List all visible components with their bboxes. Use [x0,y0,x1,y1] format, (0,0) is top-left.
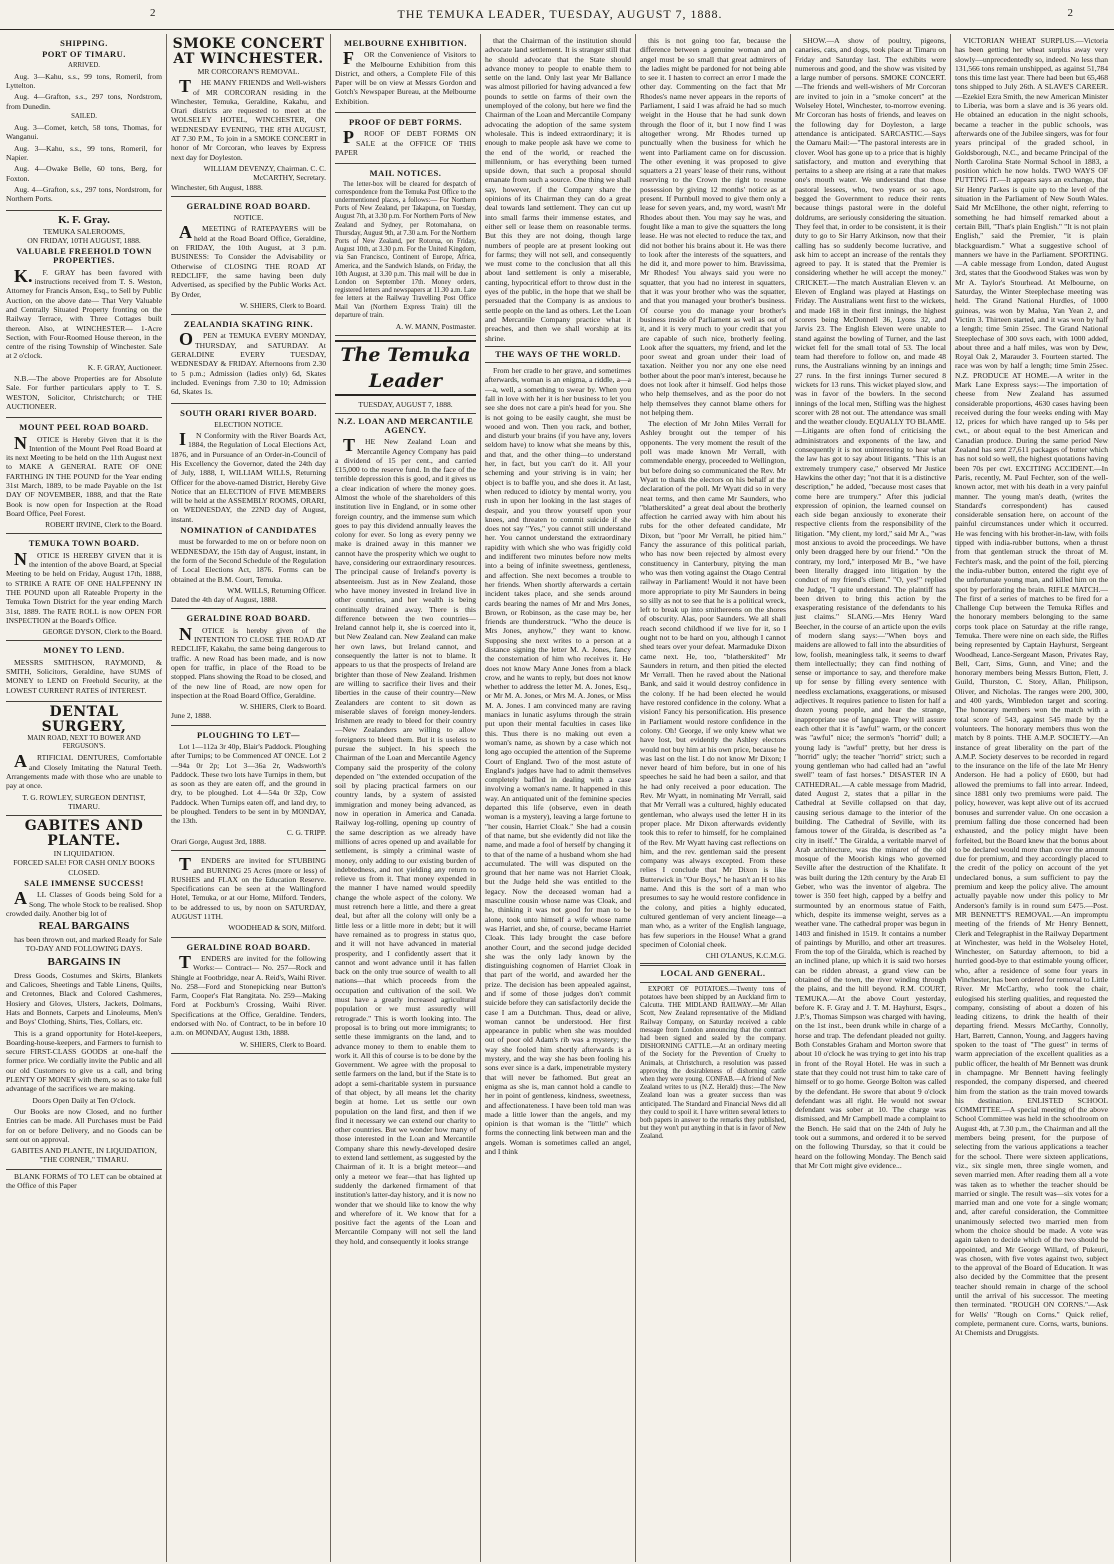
column-7 [950,34,1112,1562]
masthead [0,0,1114,30]
gray-title: VALUABLE FREEHOLD TOWN PROPERTIES. [16,246,152,266]
grb3-signature: W. SHIERS, Clerk to Board. [239,1039,326,1049]
gray-date: ON FRIDAY, 10TH AUGUST, 1888. [27,235,141,245]
sailing-line: Aug. 4—Grafton, s.s., 297 tons, Nordstrom, for Northern Ports. [6,184,162,204]
sailing-line: Aug. 3—Comet, ketch, 58 tons, Thomas, for Wanganui. [6,123,162,142]
sailing-line: Aug. 4—Owake Belle, 60 tons, Berg, for Foxton. [6,164,162,183]
grb-notice: NOTICE. [233,213,264,223]
ways-of-world-heading: THE WAYS OF THE WORLD. [495,348,621,359]
grb2-heading: GERALDINE ROAD BOARD. [186,613,311,624]
divider [485,346,631,347]
gabites-liquidation: IN LIQUIDATION. [53,849,115,859]
mount-peel-road-board-notice [6,418,162,534]
local-general-body: EXPORT OF POTATOES.—Twenty tons of potatoes have been shipped by an Auckland firm to Calcutta. THE MIDLAND RAILWAY.—Mr Allan Scott, New Zealand representative of the Midland Railway Company, on Saturday received a cable message from London announcing that the contract had been signed and sealed by the company. DISHORNING CATTLE.—At an ordinary meeting of the Society for the Prevention of Cruelty to Animals, at Christchurch, a resolution was passed approving the desirableness of dishorning cattle when they were young. CONFAB.—A friend of New Zealand writes to us (N.Z. Herald) thus:—The New Zealand loan was a greater success than was anticipated. The Standard and Financial News did all they could to spoil it. I have written several letters to both papers in answer to the remarks they published, but they won't put anything in that is in favor of New Zealand. [640,985,786,1141]
gabites-body-4: This is a grand opportunity for Hotel-keepers, Boarding-house-keepers, and Farmers to furnish to secure FIRST-CLASS GOODS at one-half the former price. We cordially invite the Public and all our old Customers to give us a call, and bring PLENTY OF MONEY with them, so as to take full advantage of the sacrifices we are making. [6,1028,162,1094]
sorb-subheading: ELECTION NOTICE. [214,419,283,429]
gray-auction-ad [6,211,162,419]
smoke-signature: WILLIAM DEVENZY, Chairman. C. C. McCARTHY, Secretary. [203,163,326,183]
gabites-forced-sale: FORCED SALE! FOR CASH ONLY BOOKS CLOSED. [13,858,155,877]
mtl-heading: MONEY TO LEND. [43,645,125,656]
mpr-body: NOTICE is Hereby Given that it is the Intention of the Mount Peel Road Board at its next Meeting to be held on the 11th August next to MAKE A GENERAL RATE OF ONE FARTHING IN THE POUND for the Year ending 31st March, 1889, to be made Payable on the 1st DAY OF NOVEMBER, 1888, and that the Rate Book is now open for Inspection at the Road Board Office, Peel Forest. [6,432,162,518]
gray-heading: K. F. Gray. [58,213,110,226]
gray-subheading: TEMUKA SALEROOMS, [43,226,125,236]
arrival-line: Aug. 3—Kahu, s.s., 99 tons, Romeril, from Lyttelton. [6,71,162,91]
grb-body: AMEETING of RATEPAYERS will be held at the Road Board Office, Geraldine, on FRIDAY, the 10th August, at 3 p.m. BUSINESS: To Consider the Advisability or Otherwise of CLOSING THE ROAD AT REDCLIFF, the same having been duly Advertised, as specified by the Public Works Act. By Order, [171,222,326,299]
ttb-signature: GEORGE DYSON, Clerk to the Board. [42,627,162,637]
plough-heading: PLOUGHING TO LET— [196,729,301,740]
nomination-signature: WM. WILLS, Returning Officer. [227,585,326,595]
mtl-body: MESSRS SMITHSON, RAYMOND, & SMITH, Solicitors, Geraldine, have SUMS of MONEY to LEND on Freehold Security, at the LOWEST CURRENT RATES of INTEREST. [6,657,162,695]
grb3-heading: GERALDINE ROAD BOARD. [186,941,311,952]
geraldine-tenders-notice [171,938,326,1054]
blank-forms-notice: BLANK FORMS of TO LET can be obtained at the Office of this Paper [6,1171,162,1191]
dental-surgery-ad [6,702,162,816]
gray-signature: K. F. GRAY, Auctioneer. [87,362,162,372]
local-news-body-continued: VICTORIAN WHEAT SURPLUS.—Victoria has been getting her wheat surplus away very slowly—unprecedentedly so, indeed. No less than 131,566 tons remain unshipped, as against 51,784 tons this time last year. There had been but 65,468 tons shipped to July 26th. A SLAVE'S CAREER.—Ezekiel Ezra Smith, the new American Minister to Liberia, was born a slave and is 36 years old. He obtained an education in the night schools, became a teacher in the public schools, was afterwards one of the Jubilee singers, was for four years principal of the graded school, in Goldsborough, N.C., and became Principal of the North Carolina State Normal School in 1883, a position which he now holds. TWO WAYS OF PUTTING IT.—It appears says an exchange, that Sir Henry Parkes is quite up to the level of the situation in the Parliament of New South Wales. Said Mr McElhone, the other night, referring to something he had himself remarked about a certain Bill, "That's plain English." "It is not plain English," said the Premier, "it is plain blackguardism." What a suggestive school of manners we have in the Parliament. SPORTING.—A cable message from London, dated August 3rd, states that the Goodwood Stakes was won by Mr A. Taylor's Stourhead. At Melbourne, on Saturday, the Winter Steeplechase meeting was held. The Grand National Hurdles, of 1000 guineas, was won by Malua, Yan Yean 2, and Victim 3. Thirteen started, and it was won by half a length; time 5min 25sec. The Grand National Steeplechase of 300 sovs each, with 1000 added, about three and a half miles, was won by Dew, Royal Oak 2, Marauder 3. Fourteen started. The race was won by half a length; time 5min 25sec. N.Z. PRODUCE AT HOME.—A writer in the Mark Lane Express says:—The importation of cheese from New Zealand has assumed considerable proportions, 4630 cases having been received during the four weeks ending with May 12, prices for which have ranged up to 54s per cwt., or about equal to the best American and Canadian produce. During the same period New Zealand has sent 27,611 packages of butter which has not sold so well, the highest quotations having been 70s per cwt. EXCITING ACCIDENT.—In Paris, recently, M. Paul Fechter, son of the well-known actor, met with his death in a very painful manner. The young man's death, (writes the Standard's correspondent) has caused considerable sensation here, on account of the painful circumstances under which it occurred. He was fencing with his brother-in-law, with foils tipped with india-rubber buttons, when a thrust from that gentleman struck the throat of M. Fechter's mask, and the point of the foil, piercing the india-rubber button, entered the right eye of the unfortunate young man, and killed him on the spot by perforating the brain. RIFLE MATCH.—The first of a series of matches to be fired for a Challenge Cup between the Temuka Rifles and the honorary members belonging to the same corps took place on Saturday at the rifle range, Temuka. There were nine on each side, the Rifles being represented by Captain Hayhurst, Sergeant Woodhead, Lance-Sergeant Mason, Privates Ray, Bell, Carr, Sims, Gunn, and Vine; and the honorary members being Messrs Button, Flett, J. Guild, Thurston, C. Story, Allan, Philipson, Oliver, and Nicholas. The ranges were 200, 300, and 400 yards, Wimbledon target and scoring. The honorary members won the match with a total score of 543, against 545 made by the volunteers. The honorary members thus won the match by 8 points. THE A.M.P. SOCIETY.—An instance of great liberality on the part of the A.M.P. Society deserves to be recorded in regard to the insurance on the life of the late Mr Henry Anderson. He had a policy of £600, but had allowed the premiums to fall into arrear. Indeed, since 1881 only two premiums were paid. The policy, however, was kept alive out of its accrued bonuses and surrender value. On one occasion a premium falling due those concerned had been exhausted, and the policy might have been forfeited, but the Board knew that the bonus about to be declared would more than cover the amount due for premium, and they accordingly placed to the credit of the policy on account of the yet undeclared bonus, a sum sufficient to pay the premium and keep the policy alive. The amount actually payable now under this policy to Mr Anderson's family is in round sum £475.—Post. MR BENNETT'S REMOVAL.—An impromptu meeting of the friends of Mr Henry Bennett, Clerk and Telegraphist in the Railway Department at Winchester, was held in the Wolseley Hotel, Winchester, on Saturday afternoon, to bid a hurried good-bye to that estimable young officer, who, after a residence of some four years in Winchester, has been ordered for removal to Little River. Mr McCarthy, who took the chair, eulogised his sterling qualities, and requested the company, consisting of about a dozen of his leading citizens, to drink the health of their departing friend. Messrs McCarthy, Connolly, Hart, Barrett, Cannon, Young, and Jaggers having spoken to the toast of "The guest" in terms of warm appreciation of the excellent qualities as a public officer, the health of Mr Bennett was drunk in champagne. Mr Bennett having feelingly responded, the company dispersed, and cheered him from the station as the train moved towards his destination. ENLISTED SCHOOL COMMITTEE.—A special meeting of the above School Committee was held in the schoolroom on August 4th, at 7.30 p.m., the Chairman and all the members being present, for the purpose of selecting from the various applications a teacher for the school. There were sixteen applications, viz., six single men, three single women, and seven married men. After reading them all a vote was taken as to whether the teacher should be married or single. The result was—six votes for a married man and one vote for a single woman; and, after careful consideration, the Committee unanimously selected two married men from whom the choice should be made. A vote was again taken to decide which of the two should be appointed, and Mr George Willard, of Pukeuri, was chosen, with five votes against two, subject to the approval of the Board of Education. It was also decided by the Committee that the present teacher should remain in charge of the school until the arrival of his successor. The meeting then terminated. "ROUGH ON CORNS."—Ask for Wells' "Rough on Corns." Quick relief, complete, permanent cure. Corns, warts, bunions. At Chemists and Druggists. [955,36,1108,1338]
smoke-date: Winchester, 6th August, 1888. [171,182,263,192]
editorial-continuation: that the Chairman of the institution should advocate land settlement. It is stranger still that he should advocate that the State should advance money to people to enable them to settle on the land. Only last year Mr Ballance was almost pilloried for having advanced a few pounds to settle on farms of their own the unemployed of the colony, but here we find the Chairman of the Loan and Mercantile Company advocating the adoption of the same system wholesale. This is indeed extraordinary; it is enough to make people ask have we come to the end of the world, or reached the millennium, or has everything been turned upside down, that such a proposal should emanate from such a source. One thing we shall say, however, if the Company share the opinions of its Chairman they can do a great deal towards land settlement. They can cut up into small farms their immense estates, and either sell or lease them on reasonable terms. But this they are not doing, though large numbers of people are at present looking out for farms; they will not sell, and consequently we must come to the conclusion that all this about land settlement is only a miserable, canting, hypocritical effort to throw dust in the eyes of the public, in the hope that we shall be persuaded that the Company is as anxious to settle people on the land as others. Let the Loan and Mercantile Company practice what it preaches, and then we shall worship at its shrine. [485,36,631,343]
ways-of-world-body: From her cradle to her grave, and sometimes afterwards, woman is an enigma, a riddle, a—a—a, well, a something to swear by. When you fall in love with her it is her business to let you see she does not care a pin's head for you. She is not going to be easily caught, she must be wooed and won. Then you rack, and bother, and disturb your brains (if you have any, lovers seldom have) to know what she means by this, and that, and the other thing—to understand her, in fact, but you can't do it. All your scheming and your striving is in vain; her object is to baffle you, and she does it. At last, when reduced to idiotcy by mental worry, you rush in upon her looking in the last stages of despair, and you throw yourself upon your knees, and threaten to commit suicide if she does not say "Yes," you cannot still understand her. You cannot understand the extraordinary rapidity with which she who was frigidly cold and indifferent two minutes before now melts into a being of infinite sweetness, gentleness, and affection. She next becomes a trouble to her friends. When shortly afterwards a certain incident takes place, and she sends around cards bearing the names of Mr and Mrs Jones, Brown, or Robinson, as the case may be, her friends are thunderstruck. "Who the deuce is Mrs Jones, anyhow," they want to know. Supposing she next writes to a person at a distance signing the letter M. A. Jones, fancy the consternation of him who receives it. He does not know Mary Anne Jones from a black crow, and he wants to reply, but does not know whether to address the letter M. A. Jones, Esq., or Mr M. A. Jones, or Mrs M. A. Jones, or Miss M. A. Jones. I am convinced many are raving maniacs in lunatic asylums through the strain put upon their mental faculties in cases like this. Thus there is no making out even a woman's name, as shown by a case which not long ago occupied the attention of the Supreme Court of England. Two of the most astute of England's judges have had to admit themselves completely baffled in dealing with a case involving a woman's name. It happened in this way. An antiquated unit of the feminine species departed this life (observe, even in death woman is a mystery), leaving a large fortune to "her cousin, Harriet Cloak." She had a cousin of that name, but she evidently did not like the name, and made a fool of herself by changing it to that of the name of a husband whom she had accumulated. The will was disputed on the ground that her name was not Harriet Cloak, but the Judge held she was entitled to the legacy. Now the deceased woman had a masculine cousin whose name was Cloak, and he, thinking it was not good for man to be alone, took unto himself a wife whose name was Harriet, and she, of course, became Harriet Cloak. This lady brought the case before another Court, and the second judge decided she was the only lady known by the distinguishing cognomen of Harriet Cloak in that part of the world, and awarded her the prize. The decision has been appealed against, and if some of those judges don't commit suicide before they can satisfactorily decide the case I am a Dutchman. Thus, dead or alive, woman cannot be understood. Her first appearance in public when she was moulded out of poor old Adam's rib was a mystery; the way she fooled him shortly afterwards is a mystery, and the way she has been fooling his sons ever since is a dark, impenetrable mystery that will never be fathomed. But great an enigma as she is, man cannot hold a candle to her in point of gentleness, kindness, sweetness, and affectionateness. I have been told man was made a little lower than the angels, and my opinion is that woman is the "little" which forms the connecting link between man and the angels. Woman is sometimes called an angel, and I think [485,366,631,1157]
arrival-line: Aug. 4—Grafton, s.s., 297 tons, Nordstrom, from Dunedin. [6,92,162,111]
gabites-plante-ad [6,816,162,1170]
mail-heading: MAIL NOTICES. [369,168,442,179]
mail-signature: A. W. MANN, Postmaster. [395,322,476,332]
port-heading: PORT OF TIMARU. [42,49,126,60]
gabites-heading: GABITES AND PLANTE. [24,818,144,850]
dental-signature: T. G. ROWLEY, SURGEON DENTIST, TIMARU. [22,792,146,811]
zealandia-skating-rink-ad [171,315,326,403]
divider [640,982,786,983]
gabites-body-2: has been thrown out, and marked Ready for Sale TO-DAY AND FOLLOWING DAYS. [14,935,162,954]
proof-heading: PROOF OF DEBT FORMS. [348,117,463,128]
geraldine-road-closure-notice [171,609,326,725]
gabites-real-bargains: REAL BARGAINS [38,920,130,933]
zsr-heading: ZEALANDIA SKATING RINK. [183,319,314,330]
divider [485,362,631,363]
gray-body: K.F. GRAY has been favored with instructions received from T. S. Weston, Attorney for Francis Anson, Esq., to Sell by Public Auction, on the above date— That Very Valuable and Centrally Situated Property fronting on the Railway Terrace, with Three Cottages built thereon. Also, at WINCHESTER— 1-Acre Section, with Four-Roomed House thereon, in the centre of the rising Township of Winchester. Sale at 2 o'clock. [6,265,162,361]
tenders-body: TENDERS are invited for STUBBING and BURNING 25 Acres (more or less) of RUSHES and FLAX on the Education Reserve. Specifications can be seen at the Wallingford Hotel, Temuka, or at our Home, Milford. Tenders, to be addressed to us, by noon on SATURDAY, AUGUST 11TH. [171,854,326,922]
smoke-concert-ad [171,34,326,197]
sorb-body: IN Conformity with the River Boards Act, 1884, the Regulation of Local Elections Act, 1876, and in Pursuance of an Order-in-Council of His Excellency the Governor, dated the 24th day of July, 1888, I, WILLIAM WILLS, Returning Officer for the above-named District, Hereby Give Notice that an ELECTION of FIVE MEMBERS will be held at the ASSEMBLY ROOMS, ORARI, on WEDNESDAY, the 22ND day of August, instant. [171,429,326,524]
sorb-heading: SOUTH ORARI RIVER BOARD. [180,407,317,418]
ttb-heading: TEMUKA TOWN BOARD. [28,538,140,549]
column-5 [635,34,790,1562]
nomination-date: Dated the 4th day of August, 1888. [171,595,278,605]
ways-continuation-2: The election of Mr John Miles Verrall for Ashley brought out the temper of his opponents. The very moment the result of the poll was made known Mr Verrall, with commendable energy, proceeded to Wellington, but before doing so communicated the Rev. Mr Wyatt to thank the electors on his behalf at the declaration of the poll. Mr Wyatt did so in very neat terms, and then came Mr Saunders, who "blatherskited" a great deal about the brotherly affection he carried away with him about his rubs for the other defeated candidate, Mr Dixon, but "poor Mr Verrall, he pitied him." Fancy the assurance of this political pariah, who has now been rejected by almost every constituency in Canterbury, pitying the man who was then voting against the Otago Central railway in Parliament! Would it not have been more appropriate to pity Mr Saunders in being so silly as not to see that he is a political wreck, left to break up into smithereens on the shores of obscurity. Alas, poor Saunders. We all shall reach second childhood if we live for it, so I ought not to be hard on you, although I cannot shed tears over your defeat. Marmaduke Dixon came next. He, too, "blatherskited" Mr Saunders in return, and then pitied the elected Mr Verrall. Then he raved about the National Bank, and said it would destroy confidence in the colony. If he had been elected he would have restored confidence in the colony. What a vision! Fancy his personification. His presence in Parliament would restore confidence in the colony. Oh! George, if we only knew what we have lost, but evidently the Ashley electors would not buy him at his own price, because he was last on the list. I do not know Mr Dixon; I never heard of him before, but in one of his speeches he said he had been a sailor, and that he had only received a poor education. The Rev. Mr Wyatt, in nominating Mr Verrall, said that Mr Verrall was a cultured, highly educated gentleman, who always used the letter H in its proper place. Mr Dixon afterwards evidently took this to refer to himself, for he complained of the Rev. Mr Wyatt having cast reflections on him, and the rev. gentleman said the present company was always excepted. From these relies I conclude that Mr Dixon is like Butterwick in "Our Boys," he hasn't an H to his name. And this is the sort of a man who presumes to say he would restore confidence in the colony, and pities a highly educated, cultured gentleman of very ancient lineage—a man who, as a writer of the English language, has few superiors in the House! What a grand specimen of Colonial cheek. [640,419,786,949]
local-news-body: SHOW.—A show of poultry, pigeons, canaries, cats, and dogs, took place at Timaru on Friday and Saturday last. The exhibits were numerous and good, and the show was visited by a large number of persons. SMOKE CONCERT.—The friends and well-wishers of Mr Corcoran are invited to join in a "smoke concert" at the Wolseley Hotel, Winchester, to-morrow evening. Mr Corcoran has hosts of friends, and leaves on the following day for Doyleston, a large attendance is anticipated. SARCASTIC.—Says the Oamaru Mail:—"The pastoral interests are in clover. Wool has gone up to a price that is highly satisfactory, and mutton and everything that pertains to a sheep are rising at a rate that makes one's mouth water. We understand that those pastoral lessees, who, two years or so ago, begged the Government to reduce their rents because things pastoral were in the doleful doldrums, are seriously considering the situation. They feel that, in order to be consistent, it is their duty to go to Sir Harry Atkinson, now that their calling has so suddenly become lucrative, and ask him to accept an increase of the rentals they agreed to pay. It is stated that the Premier is considering whether he will accept the money." CRICKET.—The match Australian Eleven v. an Eleven of England was played at Hastings on Friday. The Australians went first to the wickets, and made 168 in their first innings, the highest scorers being McDonnell 36, Lyons 32, and Jarvis 23. The English Eleven were unable to stand against the bowling of Turner, and the last wicket fell for the small total of 53. The local team had therefore to follow on, and made 48 runs, the Australians winning by an innings and 27 runs. In the first innings Turner secured 8 wickets for 13 runs. This wicket played slow, and was in favor of the bowlers. In the second innings of the local men, Stifling was the highest scorer with 28 not out. The attendance was small and the weather cloudy. EQUALLY TO BLAME.—Litigants are often fond of criticising the administrators and exponents of the law, and consequently it is not uninteresting to hear what the law has got to say about litigants. "This is an extremely trumpery case," observed Mr Justice Hawkins the other day; "not that it is a distinctive description," he added, "because most cases that come here are trumpery." After this judicial expression of opinion, the learned counsel on each side began anxiously to exonerate their respective clients from the responsibility of the litigation. "My client, my lord," said Mr A., "was most anxious to avoid the proceedings. We have only been dragged here by our friend." "On the contrary, my lord," interposed Mr B., "we have been literally dragged into litigation by the conduct of my friend's client." "O, yes!" replied the Judge, "I quite understand. The plaintiff has been driven to bring this action by the exasperating resistance of the defendants to his just claims." SLANG.—Mrs Henry Ward Beecher, in the course of an article upon the evils of modern slang says:—"When boys and maidens are allowed to fall into the absurdities of low, foolish, meaningless talk, it seems to dwarf them intellectually; they can find nothing of sense or importance to say, and therefore make up for sense by filling every sentence with needless exclamations, exaggerations, or misused adjectives. It requires patience to listen for half a dozen young people, and hear the strange, inappropriate use of language. They will assure each other that it is "awful" warm, or the concert was "awful" nice; the sermon's "horrid" dull; a young lady is "awful" pretty, but her dress is "horrid" ugly; the teacher "horrid" strict; such a young gentleman who had called had an "awful swell" team of fast horses." DISASTER IN A CATHEDRAL.—A cable message from Madrid, dated August 2, states that a pillar in the Cathedral at Seville collapsed on that day, causing serious damage to the interior of the building. The Cathedral of Seville, with its famous tower of the Giralda, is described as "a city in itself." The Giralda, a veritable marvel of Arab architecture, was the minaret of the old mosque of the Moorish kings who governed Seville after the destruction of the Khalifate. It was built during the 12th century by the Arab El Geber, who was the inventor of algebra. The tower is 350 feet high, capped by a belfry and surmounted by an enormous statue of Faith, which, despite its immense weight, serves as a weather vane. The cathedral proper was begun in 1403 and finished in 1519. It contains a number of paintings by Murillo, and other art treasures. From the top of the Giralda, which is reached by an inclined plane, up which it is said two horses can be ridden abreast, a grand view can be obtained of the town, the river winding through the plains, and the hill beyond. R.M. COURT, TEMUKA.—At the above Court yesterday, before K. F. Gray and J. T. M. Hayhurst, Esqrs., J.P.'s, Thomas Simpson was charged with having, on the 1st inst., been drunk while in charge of a horse and trap. The defendant pleaded not guilty. Both Constables Graham and Morton swore that about 10 o'clock he was trying to get into his trap in front of the Royal Hotel. He was in such a state that they could not trust him to take care of himself or to go home. George Bolton was called by the defendant. He swore that about 9 o'clock defendant was all right. He would not swear defendant was sober at 10. The charge was dismissed, and Mr Campbell made a complaint to the Bench. He said that on the 24th of July he took out a summons, and ordered it to be served on the following Thursday, so that it could be heard on the following Monday. The Bench said that Mr Cott might give evidence... [795,36,947,1170]
mpr-heading: MOUNT PEEL ROAD BOARD. [19,422,149,433]
column-3 [330,34,480,1562]
grb3-body: TENDERS are invited for the following Works:— Contract— No. 257—Rock and Shingle at Footbridge, near A. Reid's, Waihi River. No. 258—Ford and Stonepicking near Button's Farm, Cooper's Flat Rangitata. No. 259—Making Ford at Pockburn's Crossing, Waihi River. Specifications at the Office, Geraldine. Tenders, endorsed with No. of Contract, to be in before 10 a.m. on MONDAY, August 13th, 1888. [171,951,326,1038]
editorial-dateline: TUESDAY, AUGUST 7, 1888. [358,400,453,410]
mail-notices [335,164,476,336]
grb-signature: W. SHIERS, Clerk to Board. [239,300,326,310]
melbourne-exhibition-notice [335,34,476,113]
smoke-body: THE MANY FRIENDS and Well-wishers of MR CORCORAN residing in the Winchester, Temuka, Geraldine, Kakahu, and Orari districts are requested to meet at the WOLSELEY HOTEL, WINCHESTER, ON WEDNESDAY EVENING, THE 8TH AUGUST, AT 7.30 P.M., To join in a SMOKE CONCERT in honor of Mr Corcoran, who leaves by Express next day for Doyleston. [171,76,326,162]
gabites-body-3: Dress Goods, Costumes and Skirts, Blankets and Calicoes, Sheetings and Table Linens, Quilts, and Cretonnes, Black and Colored Cashmeres, Hosiery and Gloves, Ulsters, Jackets, Dolmans, Hats and Bonnets, Carpets and Linoleums, Men's and Boys' Clothing, Shirts, Ties, Collars, etc. [6,970,162,1027]
dental-body: ARTIFICIAL DENTURES, Comfortable and Closely Imitating the Natural Teeth. Arrangements made with those who are unable to pay at once. [6,751,162,791]
mpr-signature: ROBERT IRVINE, Clerk to the Board. [45,520,162,530]
geraldine-road-board-meeting [171,197,326,315]
gabites-doors-open: Doors Open Daily at Ten O'clock. [32,1095,136,1105]
grb2-signature: W. SHIERS, Clerk to Board. [239,702,326,712]
editorial-body: THE New Zealand Loan and Mercantile Agency Company has paid a dividend of 15 per cent., and carried £15,000 to the reserve fund. In the face of the terrible depression this is good, and it gives us a clear indication of where the money goes. Almost the whole of the shareholders of this institution live in England, or in some other foreign country, and the immense sum which goes to pay this dividend annually leaves the colony for ever. So long as every penny we make is drained away in this manner we cannot have the prosperity which we ought to have, considering our extraordinary resources. The principal cause of Ireland's poverty is absenteeism. Just as in New Zealand, those who have money invested in Ireland live in other countries, and her wealth is being continually drained away. There is this difference between the two countries—Ireland cannot help it, she is coerced into it, but New Zealand can. New Zealand can make her own laws, but Ireland cannot, and consequently the latter is not to blame. It appears to us that the prospects of Ireland are brighter than those of New Zealand. Irishmen are willing to sacrifice their lives and their liberties in the cause of their country—New Zealanders are content to sit down as miserable slaves of foreign money-lenders. Irishmen are ready to bleed for their country—New Zealanders are willing to allow foreigners to bleed them. But it is useless to pursue the subject. In his speech the Chairman of the Loan and Mercantile Agency Company said the prosperity of the colony depended on "the extended occupation of the soil by placing practical farmers on our country lands, by a system of assisted immigration and money being advanced, as now in operation in America and Canada. Railway log-rolling, opening up country of the same description as we already have millions of acres opened up and available for settlement, is simply a criminal waste of money, only adding to our existing burden of indebtedness, and not yielding any return to relieve us from it. That money expended in the manner I have named would speedily change the whole aspect of the colony. We must retrench here a little, and there a great deal, but after all the colony will only be a little less or a little more in debt; but it will have remained as to progress in status quo, and it will not have advanced in material prosperity, and I confidently assert that it cannot and wont advance until it has fallen back on the only true source of wealth to all nations—that which proceeds from the occupation and cultivation of the soil. We must have a greatly increased agricultural population or we must assuredly will retrograde." This is worth looking into. The proposal is to bring out more immigrants; to settle these immigrants on the land, and to advance money to them to enable them to work it. All this of course is to be done by the Government. We agree with the proposal to settle farmers on the land, but if the State is to adopt a semi-charitable system in pursuance of that object, by all means let the charity begin at home. Let us settle our own population on the land first, and then if we find it necessary we can extend our charity to other countries. But we wonder how many of those interested in the Loan and Mercantile Company share this newly-developed desire to extend land settlement, as suggested by the Chairman of it. It is a bright meteor—and only a meteor we fear—that has lighted up suddenly the darkened firmament of that institution's latter-day history, and it is now no wonder that we should like to know the why and wherefore of it. We know that for a positive fact the agents of the Loan and Mercantile Company will not sell the land they hold, and consequently it looks strange [335,435,476,1246]
ways-continuation-1: this is not going too far, because the difference between a genuine woman and an angel must be so small that great admirers of the ladies might be pardoned for not being able to see it. I hasten to correct an error I made the other day. Commenting on the fact that Mr Rhodes's name never appears in the reports of Parliament, I said I was afraid he had so much weight in the House that he had sunk down through the floor of it, but I now find I was altogether wrong. Mr Rhodes turned up punctually when the business for which he went into Parliament came on for discussion. The other evening it was proposed to give squatters a 21 years' lease of their runs, without reserving to the Crown the right to resume possession by giving 12 months' notice as at present. If Purnbull moved to give them only a lease for seven years, and, my word, wasn't Mr Rhodes about then. You may say he was, and fought like a man to give the squatters the long lease. He was not elected to reduce the tax, and did not bother his brains about it. He was there to look after the interests of the squatters, and he did it, and more power to him. Bravissima, Mr Rhodes! You always said you were no squatter, that you had no interest in squatters, that it was your brother who was the squatter, and that you managed your brother's business. Of course you do manage your brother's business inside of Parliament as well as out of it, and it is very much to your credit that you are capable of such nice, brotherly feeling. Look after the squatters, my friend, and let the poor sweat and groan under their load of taxation. Neither you nor any one else need bother about the poor man's interest, because he does not look after it himself. God helps those who help themselves, and as the poor do not help themselves they cannot blame others for not helping them. [640,36,786,417]
plough-date: Orari Gorge, August 3rd, 1888. [171,836,266,846]
gabites-bargains-in: BARGAINS IN [47,955,121,968]
temuka-town-board-notice [6,534,162,641]
gabites-success: SALE IMMENSE SUCCESS! [24,878,144,888]
plough-signature: C. G. TRIPP. [286,827,326,837]
masthead-title: THE TEMUKA LEADER, TUESDAY, AUGUST 7, 1888. [397,7,723,21]
column-4 [480,34,635,1562]
proof-body: PROOF OF DEBT FORMS ON SALE at the OFFICE OF THIS PAPER [335,127,476,157]
zsr-body: OPEN at TEMUKA EVERY MONDAY, THURSDAY, and SATURDAY. At GERALDINE EVERY TUESDAY, WEDNESDAY & FRIDAY. Afternoons from 2.30 to 5 p.m.; Admission (ladies only) 6d, Skates included. Evenings from 7.30 to 10; Admission 6d, Skates 1s. [171,329,326,397]
page-number-right: 2 [1067,7,1074,19]
local-general-heading: LOCAL AND GENERAL. [660,968,766,979]
mail-body: The letter-box will be cleared for despatch of correspondence from the Temuka Post Office to the undermentioned places, a follows:— For Northern Ports of New Zealand, per Takapuna, on Tuesday, August 7th, at 3.30 p.m. For Northern Ports of New Zealand and Sydney, per Rotomahana, on Thursday, August 9th, at 7.30 a.m. For the Northern Ports of New Zealand, per Rotorua, on Friday, August 10th, at 3.30 p.m. For the United Kingdom, via San Francisco, Continent of Europe, Africa, America, and the Sandwich Islands, on Friday, the 10th August, at 3.30 p.m. This mail will be due in London on September 17th. Money orders, registered letters and newspapers at 11.30 a.m. Late fee letters at the Railway Travelling Post Office Mail Van (Northern Express Train) till the departure of train. [335,180,476,319]
grb-heading: GERALDINE ROAD BOARD. [186,200,311,211]
page-number-left: 2 [150,7,157,19]
gabites-body-5: Our Books are now Closed, and no further Entries can be made. All Purchases must be Paid for on or before Delivery, and no Goods can be sent out on approval. [6,1106,162,1144]
grb2-date: June 2, 1888. [171,711,212,721]
shipping-notice [6,34,162,211]
grb2-body: NOTICE is hereby given of the INTENTION TO CLOSE THE ROAD AT REDCLIFF, Kakahu, the same being dangerous to traffic. A new Road has been made, and is now open for traffic, in place of the Road to be stopped. Plans showing the Road to be closed, and of the new line of Road, are now open for inspection at the Road Board Office, Geraldine. [171,623,326,700]
column-6 [790,34,950,1562]
nomination-heading: NOMINATION of CANDIDATES [180,525,317,536]
nomination-body: must be forwarded to me on or before noon on WEDNESDAY, the 15th day of August, instant, in the form of the Second Schedule of the Regulation of Local Elections Act, 1876. Forms can be obtained at the B.M. Court, Temuka. [171,537,326,584]
smoke-heading: SMOKE CONCERT AT WINCHESTER. [172,36,325,67]
newspaper-flag: The Temuka Leader [335,340,476,396]
sailing-line: Aug. 3—Kahu, s.s., 99 tons, Romeril, for Napier. [6,143,162,163]
arrived-heading: ARRIVED. [68,61,100,69]
ploughing-ad [171,726,326,852]
gabites-body-1: ALL Classes of Goods being Sold for a Song. The whole Stock to be realised. Shop crowded daily. Another big lot of [6,888,162,918]
shipping-heading: SHIPPING. [60,38,108,48]
plough-body: Lot 1—112a 3r 40p, Blair's Paddock. Ploughing after Turnips; to be Commenced AT ONCE. Lot 2—94a 0r 2p; Lot 3—36a 2r, Wadsworth's Paddock. These two lots have Turnips in them, but as soon as they are eaten off, and the ground in dry, to be ploughed. Lot 4—54a 0r 32p, Cow Paddock. When Turnips eaten off, and land dry, to be ploughed. Tenders to be sent in by MONDAY, the 13th. [171,742,326,826]
mex-heading: MELBOURNE EXHIBITION. [344,38,467,48]
sailed-heading: SAILED. [71,112,97,120]
ttb-body: NOTICE IS HEREBY GIVEN that it is the intention of the above Board, at Special Meeting to be held on Friday, August 17th, 1888, to STRIKE A RATE OF ONE HALFPENNY IN THE POUND upon all Rateable Property in the Temuka Town District for the year ending March 31st, 1889. The RATE ROLL is now OPEN FOR INSPECTION at the Board's Office. [6,548,162,625]
gabites-signature: GABITES AND PLANTE, IN LIQUIDATION, "THE CORNER," TIMARU. [11,1146,157,1165]
column-1 [2,34,166,1562]
divider [640,963,786,966]
smoke-subheading: MR CORCORAN'S REMOVAL. [197,67,300,76]
gray-nb: N.B.—The above Properties are for Absolute Sale. For further particulars apply to T. S. WESTON, Solicitor, Christchurch; or THE AUCTIONEER. [6,374,162,411]
column-2 [166,34,330,1562]
divider [335,413,476,414]
columnist-signature: CHI O'LANUS, K.C.M.G. [705,951,786,961]
editorial-heading: N.Z. LOAN AND MERCANTILE AGENCY. [337,415,474,435]
dental-subheading: MAIN ROAD, NEXT TO BOWER AND FERGUSON'S. [27,734,141,751]
south-orari-river-board-notice [171,404,326,610]
proof-of-debt-notice [335,113,476,164]
money-to-lend-ad [6,641,162,701]
dental-heading: DENTAL SURGERY, [41,703,127,735]
tenders-signature: WOODHEAD & SON, Milford. [228,923,326,933]
mex-body: FOR the Convenience of Visitors to the Melbourne Exhibition from this District, and others, a Complete File of this Paper will be on view at Messrs Gordon and Gotch's Newspaper Bureau, at the Melbourne Exhibition. [335,48,476,106]
tenders-stubbing-ad [171,851,326,937]
